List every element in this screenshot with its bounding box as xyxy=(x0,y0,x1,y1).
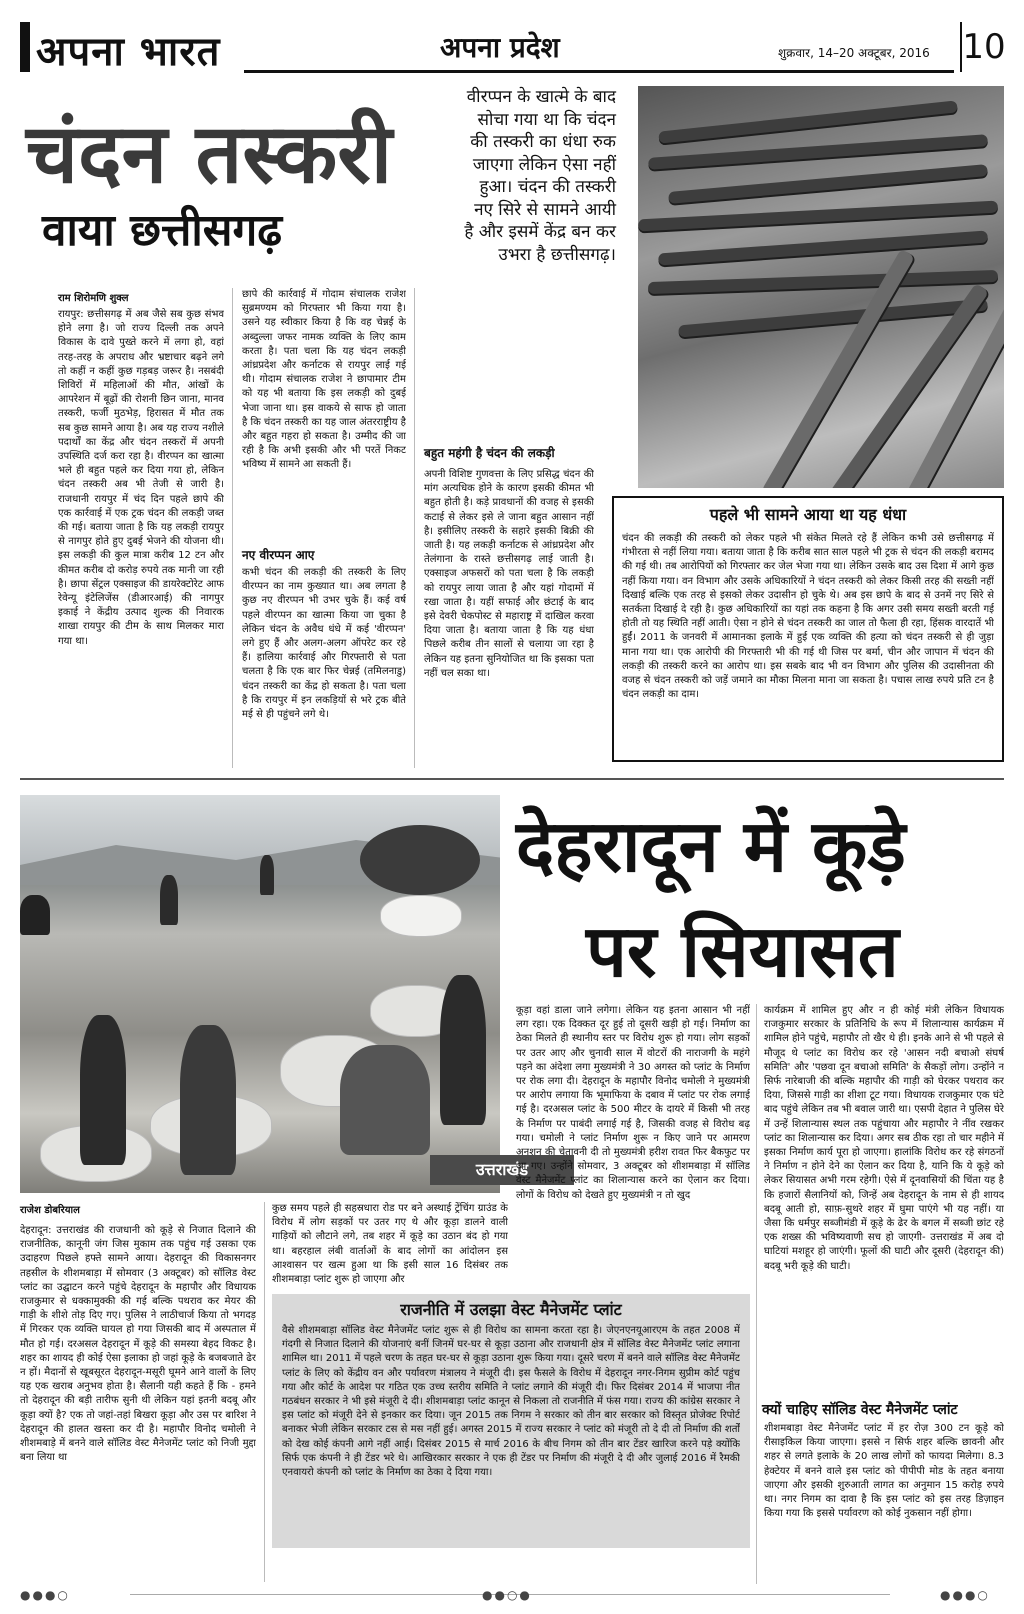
sidebar-box-text: चंदन की लकड़ी की तस्करी को लेकर पहले भी संकेत मिलते रहे हैं लेकिन कभी उसे छत्तीसगढ़ में गंभीरता से नहीं लिया गया। बताया जाता है कि करीब सात साल पहले भी ट्रक से चंदन की लकड़ी बरामद की गई थी। तब आरोपियों को गिरफ्तार कर जेल भेजा गया था। लेकिन उसके बाद उस दिशा में आगे कुछ नहीं किया गया। वन विभाग और उसके अधिकारियों ने चंदन तस्करी को लेकर किसी तरह की सख्ती नहीं दिखाई बल्कि एक तरह से इसको लेकर उदासीन हो चुके थे। अब इस छापे के बाद से उनमें नए सिरे से सतर्कता दिखाई दे रही है। कुछ अधिकारियों का यहां तक कहना है कि अगर उसी समय सख्ती बरती गई होती तो यह स्थिति नहीं आती। ऐसा न होने से चंदन तस्करी का जाल तो फैला ही रहा, हिंसक वारदातें भी हुईं। 2011 के जनवरी में आमानका इलाके में हुई एक व्यक्ति की हत्या को चंदन तस्करी से ही जुड़ा माना गया था। एक आरोपी की गिरफ्तारी भी की गई थी जिस पर बर्मा, चीन और जापान में चंदन की लकड़ी की तस्करी करने का आरोप था। इस सबके बाद भी वन विभाग और पुलिस की उदासीनता की वजह से चंदन तस्करी को जड़ें जमाने का मौका मिलना माना जा सकता है। पचास लाख रुपये प्रति टन है चंदन लकड़ी का दाम। xyxy=(622,533,994,701)
masthead-rule xyxy=(244,70,954,73)
story2-headline-main: देहरादून में कूड़े xyxy=(516,804,906,888)
newspaper-brand: अपना भारत xyxy=(36,28,221,75)
region-tag: उत्तराखंड xyxy=(430,1155,574,1185)
garbage-dump-photo xyxy=(20,795,500,1193)
masthead-bar xyxy=(20,22,30,72)
story1-column-2: छापे की कार्रवाई में गोदाम संचालक राजेश सुब्रमण्यम को गिरफ्तार भी किया गया है। उसने यह स्वीकार किया है कि वह चेन्नई के अब्दुल्ला जफर नामक व्यक्ति के लिए काम करता है। पता चला कि यह चंदन लकड़ी आंध्रप्रदेश और कर्नाटक से रायपुर लाई गई थी। गोदाम संचालक राजेश ने छापामार टीम को यह भी बताया कि इस लकड़ी को दुबई भेजा जाना था। इस वाकये से साफ हो जाता है कि चंदन तस्करी का यह जाल अंतरराष्ट्रीय है और बहुत गहरा हो सकता है। उम्मीद की जा रही है कि अभी इसकी और भी परतें निकट भविष्य में सामने आ सकती हैं। xyxy=(242,289,406,471)
column-rule xyxy=(232,288,233,768)
story1-column-1: रायपुर: छत्तीसगढ़ में अब जैसे सब कुछ संभव होने लगा है। जो राज्य दिल्ली तक अपने विकास के दावे पुख्ते करने में लगा हो, वहां तरह-तरह के अपराध और भ्रष्टाचार बढ़ने लगे तो कहीं न कहीं कुछ गड़बड़ जरूर है। नसबंदी शिविरों में महिलाओं की मौत, आंखों के आपरेशन में बूढ़ों की रोशनी छिन जाना, मानव तस्करी, फर्जी मुठभेड़, हिरासत में मौत तक सब कुछ सामने आया है। अब यह राज्य नशीले पदार्थों का केंद्र और चंदन तस्करों में अपनी उपस्थिति दर्ज करा रहा है। वीरप्पन का खात्मा भले ही बहुत पहले कर दिया गया हो, लेकिन चंदन तस्करी अब भी तेजी से जारी है। राजधानी रायपुर में चंद दिन पहले छापे की एक कार्रवाई में एक ट्रक चंदन की लकड़ी जब्त की गई। बताया जाता है कि यह लकड़ी रायपुर से नागपुर होते हुए दुबई भेजने की योजना थी। इस लकड़ी की कुल मात्रा करीब 12 टन और कीमत करीब दो करोड़ रुपये तक मानी जा रही है। छापा सेंट्रल एक्साइज की डायरेक्टोरेट आफ रेवेन्यू इंटेलिजेंस (डीआरआई) की नागपुर इकाई ने केंद्रीय उत्पाद शुल्क की निवारक शाखा रायपुर की टीम के साथ मिलकर मारा गया था। xyxy=(58,309,224,647)
story-divider xyxy=(20,778,1004,780)
footer-dots-mid: ●●○● xyxy=(482,1588,532,1602)
policy-box-text: वैसे शीशमबाड़ा सॉलिड वेस्ट मैनेजमेंट प्लांट शुरू से ही विरोध का सामना करता रहा है। जेएनएनयूआरएम के तहत 2008 में गंदगी से निजात दिलाने की योजनाएं बनीं जिनमें घर-घर से कूड़ा उठाना और राजधानी क्षेत्र में सॉलिड वेस्ट मैनेजमेंट प्लांट लगाना शामिल था। 2011 में पहले चरण के तहत घर-घर से कूड़ा उठाना शुरू किया गया। दूसरे चरण में बनने वाले सॉलिड वेस्ट मैनेजमेंट प्लांट के लिए को केंद्रीय वन और पर्यावरण मंत्रालय ने मंजूरी दी। इस फैसले के विरोध में देहरादून नगर-निगम सुप्रीम कोर्ट पहुंच गया और कोर्ट के आदेश पर गठित एक उच्च स्तरीय समिति ने प्लांट लगाने की मंजूरी दी। फिर दिसंबर 2014 में भाजपा नीत गठबंधन सरकार ने भी इसे मंजूरी दे दी। शीशमबाड़ा प्लांट कानून से निकला तो राजनीति में फंस गया। राज्य की कांग्रेस सरकार ने इस प्लांट को मंजूरी देने से इनकार कर दिया। जून 2015 तक निगम ने सरकार को तीन बार सरकार को विस्तृत प्रोजेक्ट रिपोर्ट बनाकर भेजी लेकिन सरकार टस से मस नहीं हुई। अगस्त 2015 में राज्य सरकार ने प्लांट को मंजूरी तो दे दी तो निर्माण की शर्तों को देख कोई कंपनी आगे नहीं आई। दिसंबर 2015 से मार्च 2016 के बीच निगम को तीन बार टेंडर खारिज करने पड़े क्योंकि सिर्फ एक कंपनी ने ही टेंडर भरे थे। आखिरकार सरकार ने एक ही टेंडर पर निर्माण की मंजूरी दे दी और जुलाई 2016 में रैमकी एनवायरो कंपनी को प्लांट के निर्माण का ठेका दे दिया गया। xyxy=(282,1325,740,1479)
section-title: अपना प्रदेश xyxy=(440,31,560,64)
issue-date: शुक्रवार, 14–20 अक्टूबर, 2016 xyxy=(778,46,930,60)
story1-column-2b: कभी चंदन की लकड़ी की तस्करी के लिए वीरप्पन का नाम कुख्यात था। अब लगता है कुछ नए वीरप्पन भी उभर चुके हैं। कई वर्ष पहले वीरप्पन का खात्मा किया जा चुका है लेकिन चंदन के अवैध धंधे में कई 'वीरप्पन' लगे हुए हैं और अलग-अलग ऑपरेट कर रहे हैं। हालिया कार्रवाई और गिरफ्तारी से पता चलता है कि एक बार फिर चेन्नई (तमिलनाडु) चंदन तस्करी का केंद्र हो सकता है। पता चला है कि रायपुर में इन लकड़ियों से भरे ट्रक बीते मई से ही पहुंचने लगे थे। xyxy=(242,567,406,721)
story1-byline: राम शिरोमणि शुक्ल xyxy=(58,293,129,304)
footer-dots-right: ●●●○ xyxy=(940,1588,990,1602)
story2-subhead-kyon: क्यों चाहिए सॉलिड वेस्ट मैनेजमेंट प्लांट xyxy=(762,1402,958,1418)
sandalwood-logs-photo xyxy=(638,86,1004,488)
page-number: 10 xyxy=(960,22,1006,72)
story2-byline: राजेश डोबरियाल xyxy=(20,1205,80,1216)
story2-column-2: कुछ समय पहले ही सहस्रधारा रोड पर बने अस्थाई ट्रेंचिंग ग्राउंड के विरोध में लोग सड़कों पर उतर गए थे और कूड़ा डालने वाली गाड़ियों को लौटाने लगे, तब शहर में कूड़े का उठान बंद हो गया था। बहरहाल लंबी वार्ताओं के बाद लोगों का आंदोलन इस आश्वासन पर खत्म हुआ था कि इसी साल 16 दिसंबर तक शीशमबाड़ा प्लांट शुरू हो जाएगा और xyxy=(272,1203,508,1286)
story2-column-5: शीशमबाड़ा वेस्ट मैनेजमेंट प्लांट में हर रोज़ 300 टन कूड़े को रीसाइकिल किया जाएगा। इससे न सिर्फ शहर बल्कि छावनी और शहर से लगते इलाके के 20 लाख लोगों को फायदा मिलेगा। 8.3 हेक्टेयर में बनने वाले इस प्लांट को पीपीपी मोड के तहत बनाया जाएगा और इसकी शुरुआती लागत का अनुमान 15 करोड़ रुपये था। नगर निगम का दावा है कि इस प्लांट को इस तरह डिज़ाइन किया गया कि इससे पर्यावरण को कोई नुकसान नहीं होगा। xyxy=(764,1423,1004,1520)
story1-pull-quote: वीरप्पन के खात्मे के बाद सोचा गया था कि चंदन की तस्करी का धंधा रुक जाएगा लेकिन ऐसा नहीं हुआ। चंदन की तस्करी नए सिरे से सामने आयी है और इसमें केंद्र बन कर उभरा है छत्तीसगढ़। xyxy=(464,87,616,265)
policy-box-title: राजनीति में उलझा वेस्ट मैनेजमेंट प्लांट xyxy=(400,1300,622,1319)
story2-column-4: कार्यक्रम में शामिल हुए और न ही कोई मंत्री लेकिन विधायक राजकुमार सरकार के प्रतिनिधि के रूप में शिलान्यास कार्यक्रम में शामिल होने पहुंचे, महापौर तो खैर थे ही। इनके आने से भी पहले से मौजूद थे प्लांट का विरोध कर रहे 'आसन नदी बचाओ संघर्ष समिति' और 'पछवा दून बचाओ समिति' के सैकड़ों लोग। उन्होंने न सिर्फ नारेबाजी की बल्कि महापौर की गाड़ी को घेरकर पथराव कर दिया, जिससे गाड़ी का शीशा टूट गया। विधायक राजकुमार एक घंटे बाद पहुंचे लेकिन तब भी बवाल जारी था। एसपी देहात ने पुलिस घेरे में उन्हें शिलान्यास स्थल तक पहुंचाया और महापौर ने नींव रखकर प्लांट का शिलान्यास कर दिया। अगर सब ठीक रहा तो चार महीने में इसका निर्माण कार्य पूरा हो जाएगा। हालांकि विरोध कर रहे संगठनों ने निर्माण न होने देने का ऐलान कर दिया है, यानि कि ये कूड़े को लेकर सियासत अभी गरम रहेगी। ऐसे में दूनवासियों की चिंता यह है कि हजारों सैलानियों को, जिन्हें अब देहरादून के नाम से ही शायद बदबू आती हो, साफ़-सुथरे शहर में घुमा पाएंगे भी यह नहीं। या जैसा कि धर्मपुर सब्जीमंडी में कूड़े के ढेर के बगल में सब्जी छांट रहे एक शख्स की भविष्यवाणी सच हो जाएगी- उत्तराखंड में अब दो घाटियां मशहूर हो जाएंगी। फूलों की घाटी और दूसरी (देहरादून की) बदबू भरी कूड़े की घाटी। xyxy=(764,1005,1004,1272)
column-rule xyxy=(264,1202,265,1582)
story1-subhead-mehngi: बहुत महंगी है चंदन की लकड़ी xyxy=(424,446,555,460)
column-rule xyxy=(756,1004,757,1584)
story1-column-3: अपनी विशिष्ट गुणवत्ता के लिए प्रसिद्ध चंदन की मांग अत्यधिक होने के कारण इसकी कीमत भी बहुत होती है। कड़े प्रावधानों की वजह से इसकी कटाई से लेकर इसे ले जाना बहुत आसान नहीं है। इसीलिए तस्करी के सहारे इसकी बिक्री की जाती है। यह लकड़ी कर्नाटक से आंध्रप्रदेश और तेलंगाना के रास्ते छत्तीसगढ़ लाई जाती है। एक्साइज अफसरों को पता चला है कि लकड़ी को रायपुर लाया जाता है और यहां गोदामों में रखा जाता है। यहीं सफाई और छंटाई के बाद इसे देवरी चेकपोस्ट से महाराष्ट्र में दाखिल करवा दिया जाता है। बताया जाता है कि यह धंधा पिछले करीब तीन सालों से चलाया जा रहा है लेकिन यह इतना सुनियोजित था कि इसका पता नहीं चल सका था। xyxy=(424,469,594,679)
story1-subhead-naye-veerappan: नए वीरप्पन आए xyxy=(242,548,315,562)
story2-column-3: कूड़ा वहां डाला जाने लगेगा। लेकिन यह इतना आसान भी नहीं लग रहा। एक दिक्कत दूर हुई तो दूसरी खड़ी हो गई। निर्माण का ठेका मिलते ही स्थानीय स्तर पर विरोध शुरू हो गया। लोग सड़कों पर उतर आए और चुनावी साल में वोटरों की नाराजगी के महंगे पड़ने का अंदेशा लगा मुख्यमंत्री ने 30 अगस्त को प्लांट के निर्माण पर रोक लगा दी। देहरादून के महापौर विनोद चमोली ने मुख्यमंत्री पर आरोप लगाया कि भूमाफिया के दबाव में प्लांट पर रोक लगाई गई है। दरअसल प्लांट के 500 मीटर के दायरे में किसी भी तरह के निर्माण पर पाबंदी लगाई गई है, जिसकी वजह से विरोध बढ़ गया। चमोली ने प्लांट निर्माण शुरू न किए जाने पर आमरण अनशन की चेतावनी दी तो मुख्यमंत्री हरीश रावत फिर बैकफुट पर आ गए। उन्होंने सोमवार, 3 अक्टूबर को शीशमबाड़ा में सॉलिड वेस्ट मैनेजमेंट प्लांट का शिलान्यास करने का ऐलान कर दिया। लोगों के विरोध को देखते हुए मुख्यमंत्री न तो खुद xyxy=(516,1005,750,1201)
column-rule xyxy=(414,288,415,768)
story1-headline-sub: वाया छत्तीसगढ़ xyxy=(42,205,283,256)
footer-dots-left: ●●●○ xyxy=(20,1588,70,1602)
sidebar-box-title: पहले भी सामने आया था यह धंधा xyxy=(709,505,907,524)
story2-column-1: देहरादून: उत्तराखंड की राजधानी को कूड़े से निजात दिलाने की राजनीतिक, कानूनी जंग जिस मुकाम तक पहुंच गई उसका एक उदाहरण पिछले हफ्ते सामने आया। देहरादून की विकासनगर तहसील के शीशमबाड़ा में सोमवार (3 अक्टूबर) को सॉलिड वेस्ट प्लांट का उद्घाटन करने पहुंचे देहरादून के महापौर और विधायक राजकुमार से धक्कामुक्की की गई बल्कि पथराव कर मेयर की गाड़ी के शीशे तोड़ दिए गए। पुलिस ने लाठीचार्ज किया तो भगदड़ में गिरकर एक व्यक्ति घायल हो गया जिसकी बाद में अस्पताल में मौत हो गई। दरअसल देहरादून में कूड़े की समस्या बेहद विकट है। शहर का शायद ही कोई ऐसा इलाका हो जहां कूड़े के बजबजाते ढेर न हों। मैदानों से खूबसूरत देहरादून-मसूरी घूमने आने वालों के लिए यह एक खराब अनुभव होता है। सैलानी यही कहते हैं कि - हमने तो देहरादून की बड़ी तारीफ सुनी थी लेकिन यहां इतनी बदबू और कूड़ा क्यों है? एक तो जहां-तहां बिखरा कूड़ा और उस पर बारिश ने देहरादून की हालत खस्ता कर दी है। महापौर विनोद चमोली ने शीशमबाड़े में बनने वाले सॉलिड वेस्ट मैनेजमेंट प्लांट को निजी मुद्दा बना लिया था xyxy=(20,1225,256,1464)
story2-headline-sub: पर सियासत xyxy=(586,909,899,993)
story1-headline-main: चंदन तस्करी xyxy=(26,107,393,202)
